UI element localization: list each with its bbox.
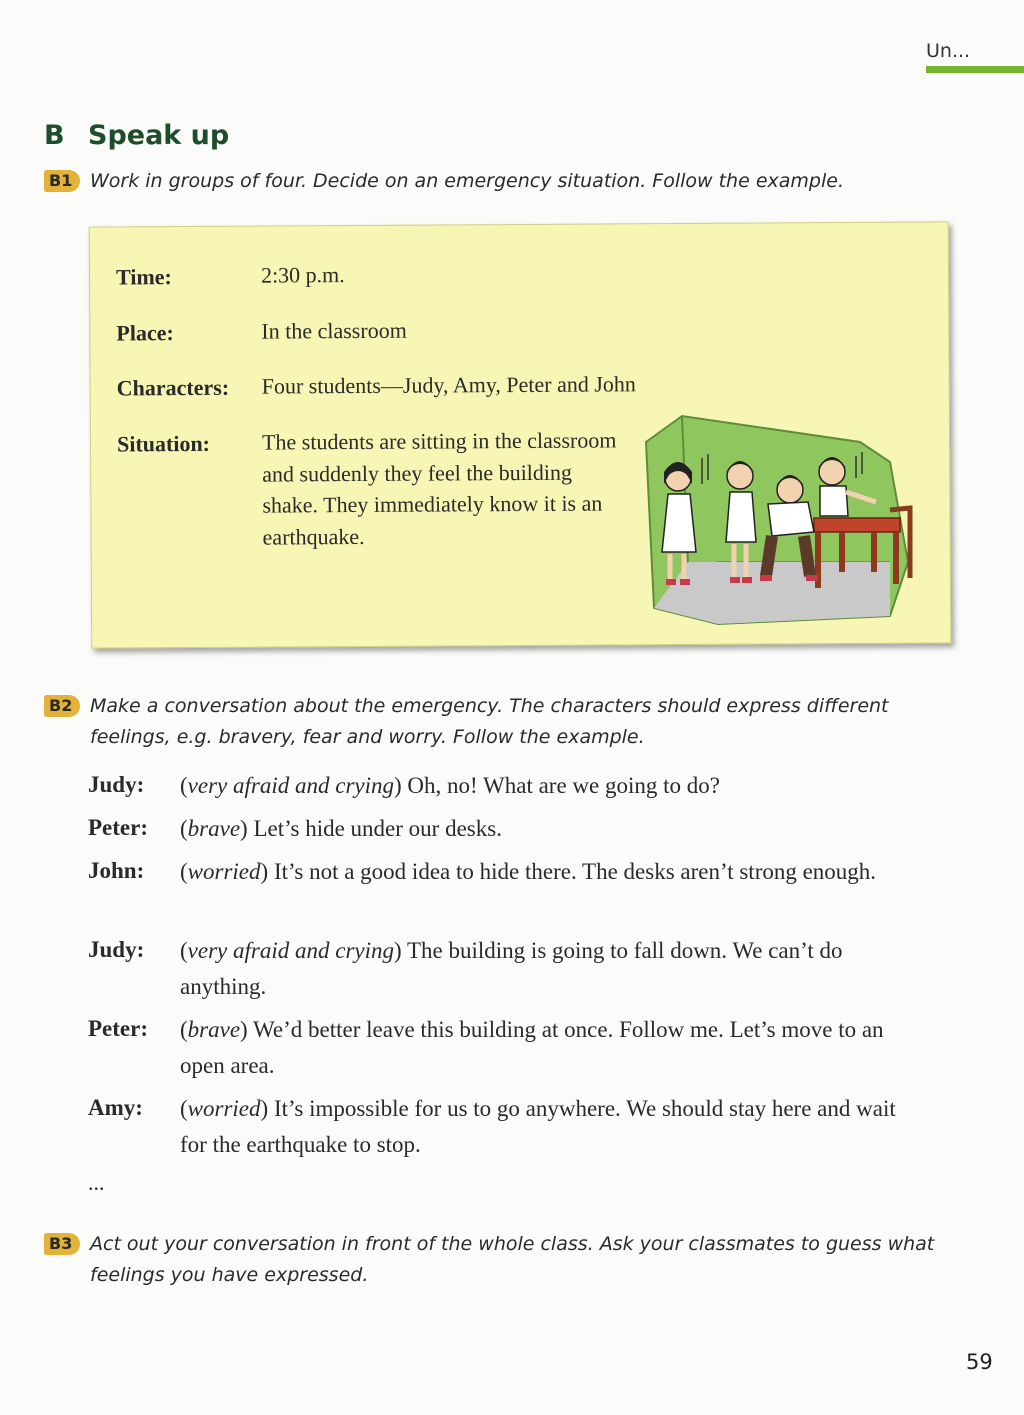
dialogue-line: (worried) It’s not a good idea to hide there. The desks aren’t strong enough. [180,859,877,884]
b2-instruction: Make a conversation about the emergency. The characters should express different feelings, e.g. bravery, fear and worry. Follow the example. [90,695,889,748]
dialogue-speaker: John: [88,858,145,883]
b1-badge: B1 [44,170,80,192]
dialogue-line: (very afraid and crying) Oh, no! What are we going to do? [180,773,720,798]
time-label: Time: [115,264,172,290]
dialogue-speaker: Judy: [88,937,145,962]
characters-value: Four students—Judy, Amy, Peter and John [261,371,636,399]
dialogue-line: (very afraid and crying) The building is going to fall down. We can’t do anything. [180,938,843,999]
unit-label: Un... [926,40,971,62]
dialogue-text: We’d better leave this building at once. Follow me. Let’s move to an open area. [180,1017,884,1078]
dialogue-text: The building is going to fall down. We can’t do anything. [180,938,843,999]
dialogue-text: It’s not a good idea to hide there. The desks aren’t strong enough. [273,859,877,884]
dialogue-feeling: very afraid and crying [187,938,394,963]
dialogue-line: (worried) It’s impossible for us to go anywhere. We should stay here and wait for the earthquake to stop. [180,1096,896,1157]
b3-badge: B3 [44,1233,80,1255]
dialogue-speaker: Judy: [88,772,145,797]
characters-label: Characters: [116,374,230,401]
dialogue-text: Oh, no! What are we going to do? [407,773,720,798]
section-letter: B [44,120,65,151]
section-title: Speak up [88,120,230,151]
dialogue-ellipsis: ... [88,1170,105,1195]
situation-label: Situation: [116,430,211,457]
dialogue-feeling: brave [187,1017,241,1042]
earthquake-classroom-illustration [628,412,914,630]
b1-instruction: Work in groups of four. Decide on an emergency situation. Follow the example. [90,170,844,192]
dialogue-feeling: worried [187,1096,261,1121]
dialogue-text: Let’s hide under our desks. [253,816,502,841]
dialogue-speaker: Peter: [88,815,148,840]
dialogue-line: (brave) Let’s hide under our desks. [180,816,502,841]
dialogue-speaker: Peter: [88,1016,148,1041]
time-value: 2:30 p.m. [260,262,345,288]
dialogue-feeling: brave [187,816,241,841]
situation-value: The students are sitting in the classroom and suddenly they feel the building shake. They immediately know it is an earthquake. [261,427,617,550]
unit-accent-bar [926,66,1024,73]
page-number: 59 [966,1350,993,1374]
dialogue-feeling: worried [187,859,261,884]
dialogue-speaker: Amy: [88,1095,143,1120]
b2-badge: B2 [44,695,80,717]
place-value: In the classroom [261,317,407,344]
dialogue-text: It’s impossible for us to go anywhere. We should stay here and wait for the earthquake to stop. [180,1096,896,1157]
place-label: Place: [116,320,174,346]
b3-instruction: Act out your conversation in front of the whole class. Ask your classmates to guess what feelings you have expressed. [90,1233,935,1286]
dialogue-line: (brave) We’d better leave this building at once. Follow me. Let’s move to an open area. [180,1017,884,1078]
dialogue-feeling: very afraid and crying [187,773,394,798]
